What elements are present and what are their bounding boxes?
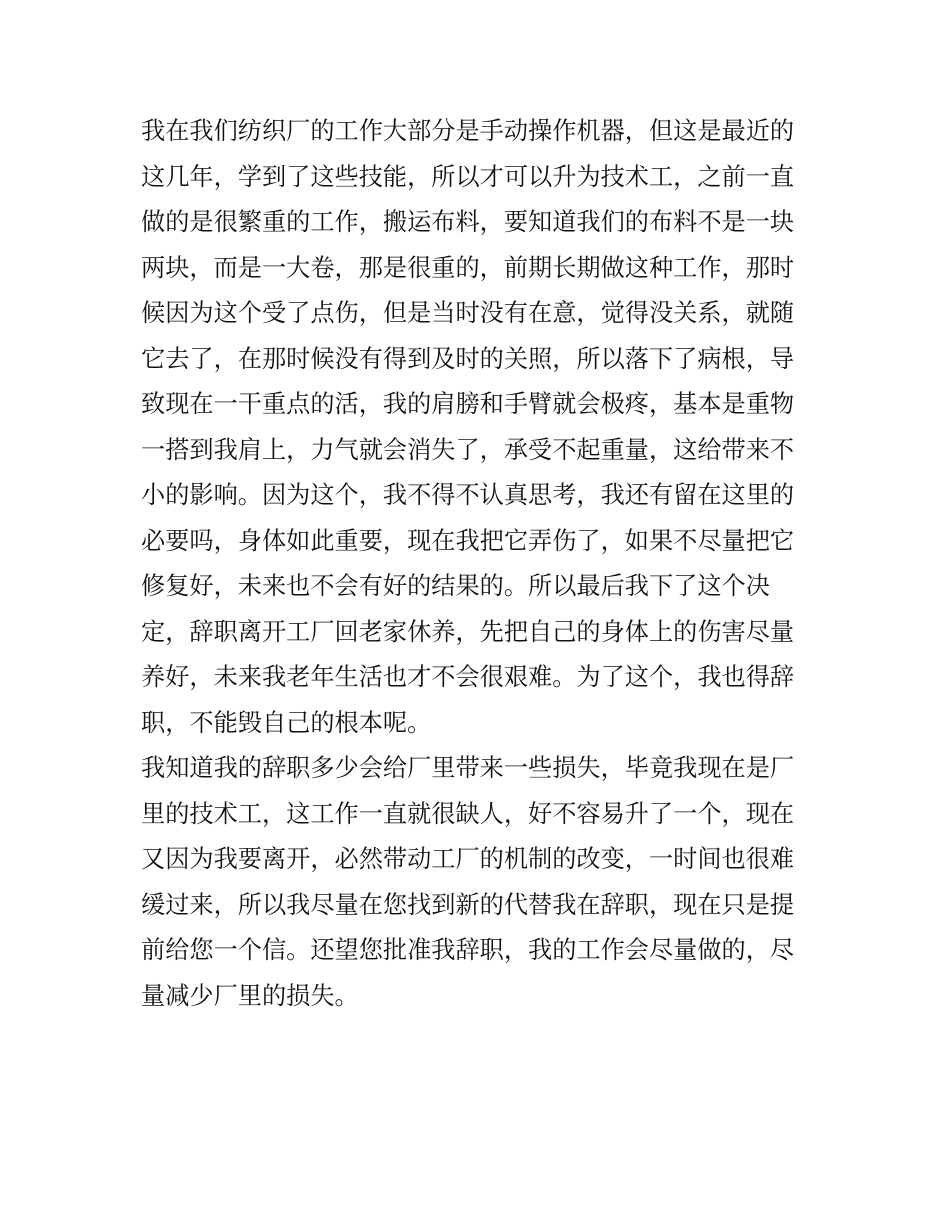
text-line: 它去了，在那时候没有得到及时的关照，所以落下了病根，导 <box>141 344 795 373</box>
text-line: 养好，未来我老年生活也才不会很艰难。为了这个，我也得辞 <box>141 663 795 691</box>
text-line: 又因为我要离开，必然带动工厂的机制的改变，一时间也很难 <box>141 845 795 873</box>
text-line: 定，辞职离开工厂回老家休养，先把自己的身体上的伤害尽量 <box>141 617 795 646</box>
text-line: 小的影响。因为这个，我不得不认真思考，我还有留在这里的 <box>141 481 795 509</box>
text-line: 致现在一干重点的活，我的肩膀和手臂就会极疼，基本是重物 <box>141 390 795 418</box>
text-line: 我在我们纺织厂的工作大部分是手动操作机器，但这是最近的 <box>141 117 795 145</box>
text-line: 缓过来，所以我尽量在您找到新的代替我在辞职，现在只是提 <box>141 890 795 919</box>
text-line: 量减少厂里的损失。 <box>141 981 359 1010</box>
text-line: 做的是很繁重的工作，搬运布料，要知道我们的布料不是一块 <box>141 208 795 236</box>
text-line: 修复好，未来也不会有好的结果的。所以最后我下了这个决 <box>141 572 770 600</box>
text-line: 职，不能毁自己的根本呢。 <box>141 708 432 737</box>
text-line: 里的技术工，这工作一直就很缺人，好不容易升了一个，现在 <box>141 799 795 828</box>
text-line: 我知道我的辞职多少会给厂里带来一些损失，毕竟我现在是厂 <box>141 754 795 782</box>
text-line: 两块，而是一大卷，那是很重的，前期长期做这种工作，那时 <box>141 253 795 282</box>
text-line: 前给您一个信。还望您批准我辞职，我的工作会尽量做的，尽 <box>141 936 795 964</box>
body-text <box>141 109 821 1019</box>
text-line: 这几年，学到了这些技能，所以才可以升为技术工，之前一直 <box>141 162 795 191</box>
text-line: 一搭到我肩上，力气就会消失了，承受不起重量，这给带来不 <box>141 435 795 464</box>
text-line: 候因为这个受了点伤，但是当时没有在意，觉得没关系，就随 <box>141 299 795 327</box>
text-line: 必要吗，身体如此重要，现在我把它弄伤了，如果不尽量把它 <box>141 526 795 555</box>
